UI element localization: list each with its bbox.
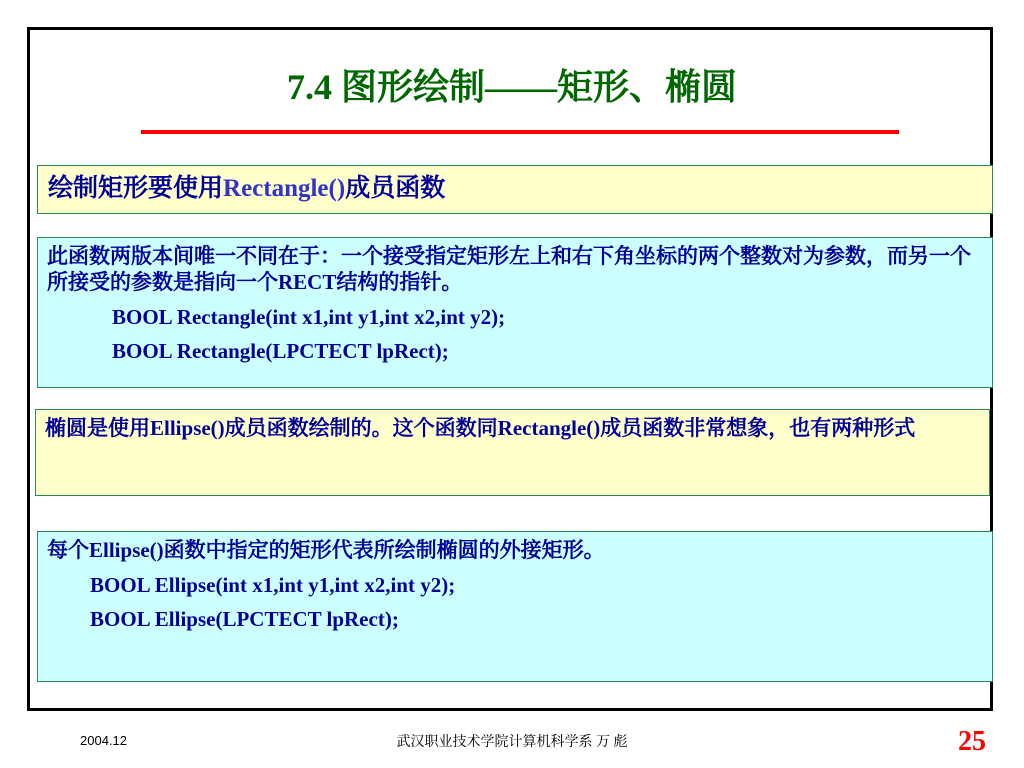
intro-text-highlight: Rectangle() — [223, 175, 346, 202]
slide-title: 7.4 图形绘制——矩形、椭圆 — [286, 67, 737, 107]
ellipse-intro-paragraph: 椭圆是使用Ellipse()成员函数绘制的。这个函数同Rectangle()成员函数非常想象，也有两种形式 — [45, 416, 916, 440]
intro-text-before: 绘制矩形要使用 — [48, 175, 224, 202]
ellipse-intro-box — [35, 409, 990, 496]
rectangle-versions-box — [37, 237, 993, 388]
footer-date: 2004.12 — [80, 733, 127, 748]
rectangle-versions-paragraph: 此函数两版本间唯一不同在于：一个接受指定矩形左上和右下角坐标的两个整数对为参数，而另一个所接受的参数是指向一个RECT结构的指针。 — [47, 244, 971, 294]
rectangle-signature-rect: BOOL Rectangle(LPCTECT lpRect); — [112, 339, 449, 363]
rectangle-intro-text — [48, 172, 445, 206]
footer-department: 武汉职业技术学院计算机科学系 万 彪 — [396, 735, 628, 750]
ellipse-signature-coords: BOOL Ellipse(int x1,int y1,int x2,int y2); — [90, 573, 456, 597]
ellipse-details-paragraph: 每个Ellipse()函数中指定的矩形代表所绘制椭圆的外接矩形。 — [47, 538, 605, 562]
rectangle-signature-coords: BOOL Rectangle(int x1,int y1,int x2,int y2); — [112, 305, 506, 329]
ellipse-details-box — [37, 531, 993, 682]
intro-text-after: 成员函数 — [345, 175, 446, 202]
rectangle-intro-box — [37, 165, 993, 214]
title-underline — [141, 130, 899, 134]
ellipse-signature-rect: BOOL Ellipse(LPCTECT lpRect); — [90, 607, 399, 631]
page-number: 25 — [958, 726, 986, 757]
